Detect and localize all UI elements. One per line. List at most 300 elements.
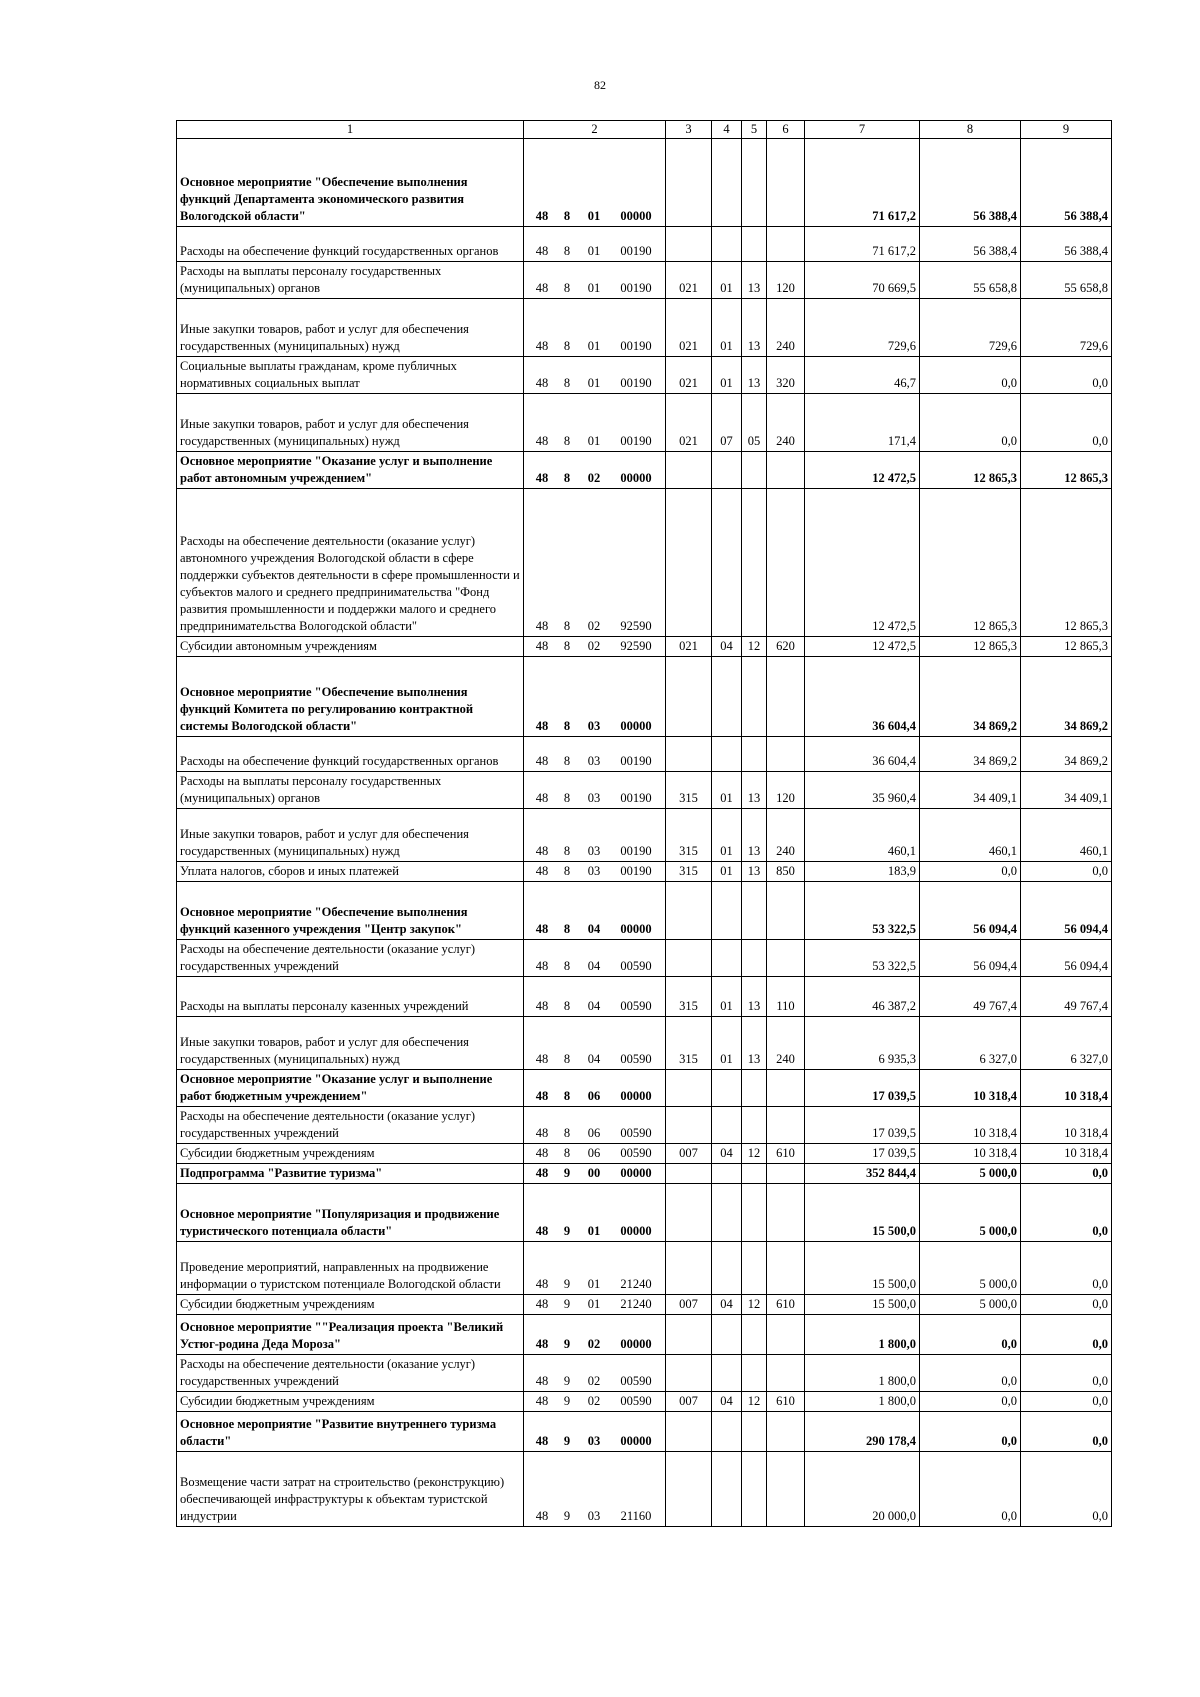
code-group bbox=[527, 1165, 662, 1182]
event-code: 02 bbox=[587, 639, 601, 653]
direction-code: 00190 bbox=[620, 434, 652, 448]
code-group bbox=[527, 1223, 662, 1240]
program-code: 48 bbox=[535, 1374, 549, 1388]
column-header: 3 bbox=[666, 121, 712, 139]
gr-code bbox=[666, 1315, 712, 1355]
row-name: Иные закупки товаров, работ и услуг для обеспечения государственных (муниципальных) нужд bbox=[177, 394, 524, 452]
gr-code: 007 bbox=[666, 1295, 712, 1315]
table-row bbox=[177, 394, 1112, 452]
program-code: 48 bbox=[535, 719, 549, 733]
event-code: 03 bbox=[587, 1509, 601, 1523]
direction-code: 00590 bbox=[620, 999, 652, 1013]
amount-year-2: 12 865,3 bbox=[920, 452, 1021, 489]
subsection-code bbox=[742, 452, 767, 489]
section-code bbox=[712, 139, 742, 227]
amount-year-3: 12 865,3 bbox=[1021, 637, 1112, 657]
table-row bbox=[177, 452, 1112, 489]
gr-code bbox=[666, 737, 712, 772]
code-group bbox=[527, 790, 662, 807]
amount-year-1: 53 322,5 bbox=[805, 882, 920, 940]
code-cell bbox=[524, 1452, 666, 1527]
amount-year-1: 1 800,0 bbox=[805, 1315, 920, 1355]
code-cell bbox=[524, 1184, 666, 1242]
amount-year-1: 1 800,0 bbox=[805, 1355, 920, 1392]
amount-year-2: 6 327,0 bbox=[920, 1017, 1021, 1070]
subprogram-code: 8 bbox=[563, 791, 571, 805]
program-code: 48 bbox=[535, 1166, 549, 1180]
subsection-code bbox=[742, 737, 767, 772]
code-group bbox=[527, 753, 662, 770]
amount-year-2: 0,0 bbox=[920, 394, 1021, 452]
table-row bbox=[177, 1184, 1112, 1242]
subsection-code: 12 bbox=[742, 1295, 767, 1315]
gr-code: 021 bbox=[666, 357, 712, 394]
program-code: 48 bbox=[535, 999, 549, 1013]
section-code: 07 bbox=[712, 394, 742, 452]
column-header: 4 bbox=[712, 121, 742, 139]
subprogram-code: 8 bbox=[563, 376, 571, 390]
subprogram-code: 8 bbox=[563, 281, 571, 295]
amount-year-1: 460,1 bbox=[805, 809, 920, 862]
table-row bbox=[177, 1164, 1112, 1184]
section-code bbox=[712, 1242, 742, 1295]
table-row bbox=[177, 1315, 1112, 1355]
row-name: Субсидии бюджетным учреждениям bbox=[177, 1295, 524, 1315]
amount-year-2: 5 000,0 bbox=[920, 1242, 1021, 1295]
table-row bbox=[177, 1144, 1112, 1164]
row-name: Иные закупки товаров, работ и услуг для обеспечения государственных (муниципальных) нужд bbox=[177, 299, 524, 357]
amount-year-1: 171,4 bbox=[805, 394, 920, 452]
program-code: 48 bbox=[535, 339, 549, 353]
code-cell bbox=[524, 139, 666, 227]
direction-code: 00190 bbox=[620, 281, 652, 295]
subsection-code: 13 bbox=[742, 299, 767, 357]
code-cell bbox=[524, 1412, 666, 1452]
event-code: 01 bbox=[587, 209, 601, 223]
amount-year-1: 46,7 bbox=[805, 357, 920, 394]
direction-code: 00590 bbox=[620, 1052, 652, 1066]
code-cell bbox=[524, 772, 666, 809]
expense-type-code bbox=[767, 657, 805, 737]
direction-code: 00000 bbox=[620, 471, 652, 485]
amount-year-3: 0,0 bbox=[1021, 1242, 1112, 1295]
event-code: 04 bbox=[587, 1052, 601, 1066]
section-code bbox=[712, 452, 742, 489]
column-header: 7 bbox=[805, 121, 920, 139]
code-cell bbox=[524, 977, 666, 1017]
subsection-code: 13 bbox=[742, 262, 767, 299]
direction-code: 00000 bbox=[620, 1224, 652, 1238]
gr-code: 021 bbox=[666, 262, 712, 299]
subsection-code: 13 bbox=[742, 862, 767, 882]
amount-year-3: 34 869,2 bbox=[1021, 657, 1112, 737]
code-cell bbox=[524, 1107, 666, 1144]
subsection-code bbox=[742, 227, 767, 262]
event-code: 03 bbox=[587, 844, 601, 858]
section-code: 01 bbox=[712, 299, 742, 357]
amount-year-1: 17 039,5 bbox=[805, 1144, 920, 1164]
amount-year-2: 56 094,4 bbox=[920, 882, 1021, 940]
code-group bbox=[527, 243, 662, 260]
code-cell bbox=[524, 452, 666, 489]
page-number: 82 bbox=[594, 78, 606, 92]
table-row bbox=[177, 1070, 1112, 1107]
code-cell bbox=[524, 299, 666, 357]
direction-code: 21160 bbox=[620, 1509, 652, 1523]
table-row bbox=[177, 637, 1112, 657]
amount-year-3: 10 318,4 bbox=[1021, 1107, 1112, 1144]
code-cell bbox=[524, 1295, 666, 1315]
amount-year-1: 15 500,0 bbox=[805, 1242, 920, 1295]
code-cell bbox=[524, 357, 666, 394]
amount-year-2: 12 865,3 bbox=[920, 489, 1021, 637]
subsection-code: 12 bbox=[742, 637, 767, 657]
section-code bbox=[712, 737, 742, 772]
section-code: 04 bbox=[712, 1295, 742, 1315]
amount-year-3: 56 094,4 bbox=[1021, 882, 1112, 940]
row-name: Основное мероприятие "Обеспечение выполнения функций Департамента экономического развития Вологодской области" bbox=[177, 139, 524, 227]
code-group bbox=[527, 1276, 662, 1293]
header-row bbox=[177, 121, 1112, 139]
row-name: Основное мероприятие "Оказание услуг и выполнение работ бюджетным учреждением" bbox=[177, 1070, 524, 1107]
expense-type-code bbox=[767, 1184, 805, 1242]
gr-code bbox=[666, 1070, 712, 1107]
code-cell bbox=[524, 882, 666, 940]
subprogram-code: 8 bbox=[563, 754, 571, 768]
subsection-code bbox=[742, 657, 767, 737]
direction-code: 00190 bbox=[620, 791, 652, 805]
amount-year-1: 20 000,0 bbox=[805, 1452, 920, 1527]
expense-type-code: 240 bbox=[767, 809, 805, 862]
program-code: 48 bbox=[535, 1052, 549, 1066]
direction-code: 92590 bbox=[620, 639, 652, 653]
amount-year-1: 12 472,5 bbox=[805, 452, 920, 489]
code-group bbox=[527, 863, 662, 880]
expense-type-code bbox=[767, 489, 805, 637]
subprogram-code: 9 bbox=[563, 1434, 571, 1448]
expense-type-code bbox=[767, 737, 805, 772]
direction-code: 92590 bbox=[620, 619, 652, 633]
amount-year-1: 36 604,4 bbox=[805, 657, 920, 737]
event-code: 02 bbox=[587, 619, 601, 633]
table-row bbox=[177, 977, 1112, 1017]
amount-year-3: 6 327,0 bbox=[1021, 1017, 1112, 1070]
direction-code: 00590 bbox=[620, 959, 652, 973]
direction-code: 00000 bbox=[620, 922, 652, 936]
code-cell bbox=[524, 227, 666, 262]
subprogram-code: 8 bbox=[563, 922, 571, 936]
amount-year-2: 10 318,4 bbox=[920, 1070, 1021, 1107]
table-row bbox=[177, 657, 1112, 737]
code-cell bbox=[524, 394, 666, 452]
section-code bbox=[712, 1107, 742, 1144]
amount-year-2: 49 767,4 bbox=[920, 977, 1021, 1017]
code-group bbox=[527, 718, 662, 735]
gr-code bbox=[666, 1164, 712, 1184]
gr-code: 315 bbox=[666, 862, 712, 882]
table-row bbox=[177, 1107, 1112, 1144]
subsection-code: 13 bbox=[742, 809, 767, 862]
section-code bbox=[712, 940, 742, 977]
row-name: Уплата налогов, сборов и иных платежей bbox=[177, 862, 524, 882]
program-code: 48 bbox=[535, 864, 549, 878]
expense-type-code bbox=[767, 940, 805, 977]
code-group bbox=[527, 470, 662, 487]
gr-code bbox=[666, 1412, 712, 1452]
program-code: 48 bbox=[535, 244, 549, 258]
subprogram-code: 8 bbox=[563, 999, 571, 1013]
expense-type-code: 110 bbox=[767, 977, 805, 1017]
subprogram-code: 8 bbox=[563, 244, 571, 258]
amount-year-3: 12 865,3 bbox=[1021, 489, 1112, 637]
amount-year-1: 71 617,2 bbox=[805, 139, 920, 227]
gr-code: 007 bbox=[666, 1144, 712, 1164]
event-code: 03 bbox=[587, 1434, 601, 1448]
amount-year-1: 12 472,5 bbox=[805, 637, 920, 657]
code-cell bbox=[524, 940, 666, 977]
expense-type-code: 240 bbox=[767, 1017, 805, 1070]
subsection-code bbox=[742, 1164, 767, 1184]
subprogram-code: 8 bbox=[563, 1089, 571, 1103]
section-code: 01 bbox=[712, 977, 742, 1017]
row-name: Расходы на обеспечение функций государственных органов bbox=[177, 737, 524, 772]
section-code bbox=[712, 489, 742, 637]
amount-year-1: 15 500,0 bbox=[805, 1184, 920, 1242]
amount-year-1: 46 387,2 bbox=[805, 977, 920, 1017]
code-cell bbox=[524, 637, 666, 657]
table-row bbox=[177, 1452, 1112, 1527]
expense-type-code bbox=[767, 1315, 805, 1355]
program-code: 48 bbox=[535, 1089, 549, 1103]
subprogram-code: 9 bbox=[563, 1224, 571, 1238]
table-row bbox=[177, 862, 1112, 882]
code-cell bbox=[524, 1392, 666, 1412]
subprogram-code: 8 bbox=[563, 434, 571, 448]
program-code: 48 bbox=[535, 471, 549, 485]
direction-code: 00000 bbox=[620, 719, 652, 733]
amount-year-3: 0,0 bbox=[1021, 1184, 1112, 1242]
subsection-code bbox=[742, 1452, 767, 1527]
section-code bbox=[712, 227, 742, 262]
gr-code bbox=[666, 882, 712, 940]
expense-type-code: 610 bbox=[767, 1392, 805, 1412]
program-code: 48 bbox=[535, 1434, 549, 1448]
amount-year-1: 71 617,2 bbox=[805, 227, 920, 262]
program-code: 48 bbox=[535, 1509, 549, 1523]
subprogram-code: 8 bbox=[563, 844, 571, 858]
code-cell bbox=[524, 862, 666, 882]
expense-type-code: 120 bbox=[767, 262, 805, 299]
amount-year-2: 0,0 bbox=[920, 1392, 1021, 1412]
amount-year-2: 34 409,1 bbox=[920, 772, 1021, 809]
row-name: Проведение мероприятий, направленных на продвижение информации о туристском потенциале Вологодской области bbox=[177, 1242, 524, 1295]
subprogram-code: 8 bbox=[563, 1146, 571, 1160]
section-code: 01 bbox=[712, 1017, 742, 1070]
code-cell bbox=[524, 657, 666, 737]
subsection-code bbox=[742, 1107, 767, 1144]
amount-year-2: 5 000,0 bbox=[920, 1295, 1021, 1315]
amount-year-3: 55 658,8 bbox=[1021, 262, 1112, 299]
code-cell bbox=[524, 489, 666, 637]
event-code: 03 bbox=[587, 754, 601, 768]
subprogram-code: 9 bbox=[563, 1509, 571, 1523]
code-group bbox=[527, 958, 662, 975]
direction-code: 00190 bbox=[620, 339, 652, 353]
table-row bbox=[177, 809, 1112, 862]
event-code: 01 bbox=[587, 339, 601, 353]
code-group bbox=[527, 280, 662, 297]
table-row bbox=[177, 357, 1112, 394]
table-row bbox=[177, 772, 1112, 809]
amount-year-2: 34 869,2 bbox=[920, 737, 1021, 772]
amount-year-1: 12 472,5 bbox=[805, 489, 920, 637]
row-name: Иные закупки товаров, работ и услуг для обеспечения государственных (муниципальных) нужд bbox=[177, 809, 524, 862]
program-code: 48 bbox=[535, 376, 549, 390]
expense-type-code bbox=[767, 452, 805, 489]
gr-code: 315 bbox=[666, 977, 712, 1017]
subprogram-code: 8 bbox=[563, 864, 571, 878]
amount-year-2: 5 000,0 bbox=[920, 1164, 1021, 1184]
subprogram-code: 8 bbox=[563, 1052, 571, 1066]
expense-type-code: 850 bbox=[767, 862, 805, 882]
code-cell bbox=[524, 1164, 666, 1184]
section-code bbox=[712, 1070, 742, 1107]
code-group bbox=[527, 1393, 662, 1410]
amount-year-1: 36 604,4 bbox=[805, 737, 920, 772]
event-code: 06 bbox=[587, 1146, 601, 1160]
direction-code: 00000 bbox=[620, 1089, 652, 1103]
direction-code: 00190 bbox=[620, 244, 652, 258]
amount-year-1: 1 800,0 bbox=[805, 1392, 920, 1412]
expense-type-code bbox=[767, 1242, 805, 1295]
gr-code bbox=[666, 940, 712, 977]
program-code: 48 bbox=[535, 434, 549, 448]
subsection-code bbox=[742, 1242, 767, 1295]
amount-year-1: 729,6 bbox=[805, 299, 920, 357]
subsection-code: 13 bbox=[742, 357, 767, 394]
row-name: Основное мероприятие "Обеспечение выполнения функций казенного учреждения "Центр закупок" bbox=[177, 882, 524, 940]
subprogram-code: 8 bbox=[563, 471, 571, 485]
direction-code: 00190 bbox=[620, 864, 652, 878]
section-code bbox=[712, 1355, 742, 1392]
event-code: 04 bbox=[587, 999, 601, 1013]
section-code bbox=[712, 1164, 742, 1184]
direction-code: 00190 bbox=[620, 754, 652, 768]
subprogram-code: 8 bbox=[563, 639, 571, 653]
row-name: Основное мероприятие "Обеспечение выполнения функций Комитета по регулированию контрактной системы Вологодской области" bbox=[177, 657, 524, 737]
subprogram-code: 8 bbox=[563, 339, 571, 353]
code-group bbox=[527, 1088, 662, 1105]
gr-code bbox=[666, 1107, 712, 1144]
amount-year-3: 56 388,4 bbox=[1021, 227, 1112, 262]
subprogram-code: 9 bbox=[563, 1374, 571, 1388]
amount-year-2: 56 094,4 bbox=[920, 940, 1021, 977]
column-header: 1 bbox=[177, 121, 524, 139]
program-code: 48 bbox=[535, 1126, 549, 1140]
code-group bbox=[527, 1373, 662, 1390]
direction-code: 00000 bbox=[620, 1434, 652, 1448]
program-code: 48 bbox=[535, 754, 549, 768]
code-group bbox=[527, 338, 662, 355]
program-code: 48 bbox=[535, 209, 549, 223]
gr-code bbox=[666, 139, 712, 227]
direction-code: 00590 bbox=[620, 1146, 652, 1160]
event-code: 02 bbox=[587, 471, 601, 485]
code-group bbox=[527, 375, 662, 392]
row-name: Основное мероприятие ""Реализация проекта "Великий Устюг-родина Деда Мороза" bbox=[177, 1315, 524, 1355]
subprogram-code: 9 bbox=[563, 1297, 571, 1311]
section-code: 01 bbox=[712, 809, 742, 862]
row-name: Субсидии бюджетным учреждениям bbox=[177, 1144, 524, 1164]
code-group bbox=[527, 1336, 662, 1353]
amount-year-3: 56 094,4 bbox=[1021, 940, 1112, 977]
code-cell bbox=[524, 1355, 666, 1392]
amount-year-1: 183,9 bbox=[805, 862, 920, 882]
gr-code: 315 bbox=[666, 809, 712, 862]
section-code bbox=[712, 1452, 742, 1527]
direction-code: 21240 bbox=[620, 1297, 652, 1311]
gr-code bbox=[666, 452, 712, 489]
row-name: Иные закупки товаров, работ и услуг для обеспечения государственных (муниципальных) нужд bbox=[177, 1017, 524, 1070]
amount-year-3: 0,0 bbox=[1021, 357, 1112, 394]
amount-year-1: 35 960,4 bbox=[805, 772, 920, 809]
amount-year-1: 17 039,5 bbox=[805, 1107, 920, 1144]
amount-year-2: 10 318,4 bbox=[920, 1107, 1021, 1144]
expense-type-code: 610 bbox=[767, 1295, 805, 1315]
section-code bbox=[712, 1412, 742, 1452]
amount-year-2: 0,0 bbox=[920, 1315, 1021, 1355]
table-row bbox=[177, 227, 1112, 262]
gr-code bbox=[666, 1184, 712, 1242]
code-group bbox=[527, 433, 662, 450]
amount-year-2: 55 658,8 bbox=[920, 262, 1021, 299]
table-row bbox=[177, 1392, 1112, 1412]
direction-code: 21240 bbox=[620, 1277, 652, 1291]
code-group bbox=[527, 1125, 662, 1142]
direction-code: 00190 bbox=[620, 376, 652, 390]
amount-year-3: 56 388,4 bbox=[1021, 139, 1112, 227]
amount-year-2: 0,0 bbox=[920, 862, 1021, 882]
row-name: Социальные выплаты гражданам, кроме публичных нормативных социальных выплат bbox=[177, 357, 524, 394]
amount-year-3: 460,1 bbox=[1021, 809, 1112, 862]
subsection-code bbox=[742, 882, 767, 940]
gr-code bbox=[666, 1355, 712, 1392]
direction-code: 00590 bbox=[620, 1394, 652, 1408]
program-code: 48 bbox=[535, 1337, 549, 1351]
code-group bbox=[527, 618, 662, 635]
expense-type-code: 620 bbox=[767, 637, 805, 657]
subprogram-code: 9 bbox=[563, 1166, 571, 1180]
event-code: 04 bbox=[587, 922, 601, 936]
table-row bbox=[177, 882, 1112, 940]
subprogram-code: 9 bbox=[563, 1337, 571, 1351]
amount-year-2: 460,1 bbox=[920, 809, 1021, 862]
program-code: 48 bbox=[535, 639, 549, 653]
amount-year-3: 34 409,1 bbox=[1021, 772, 1112, 809]
expense-type-code bbox=[767, 1452, 805, 1527]
subprogram-code: 9 bbox=[563, 1394, 571, 1408]
code-group bbox=[527, 1296, 662, 1313]
amount-year-2: 56 388,4 bbox=[920, 139, 1021, 227]
amount-year-3: 10 318,4 bbox=[1021, 1144, 1112, 1164]
code-cell bbox=[524, 262, 666, 299]
code-cell bbox=[524, 809, 666, 862]
column-header: 2 bbox=[524, 121, 666, 139]
section-code: 04 bbox=[712, 637, 742, 657]
amount-year-3: 729,6 bbox=[1021, 299, 1112, 357]
program-code: 48 bbox=[535, 844, 549, 858]
amount-year-3: 0,0 bbox=[1021, 1164, 1112, 1184]
